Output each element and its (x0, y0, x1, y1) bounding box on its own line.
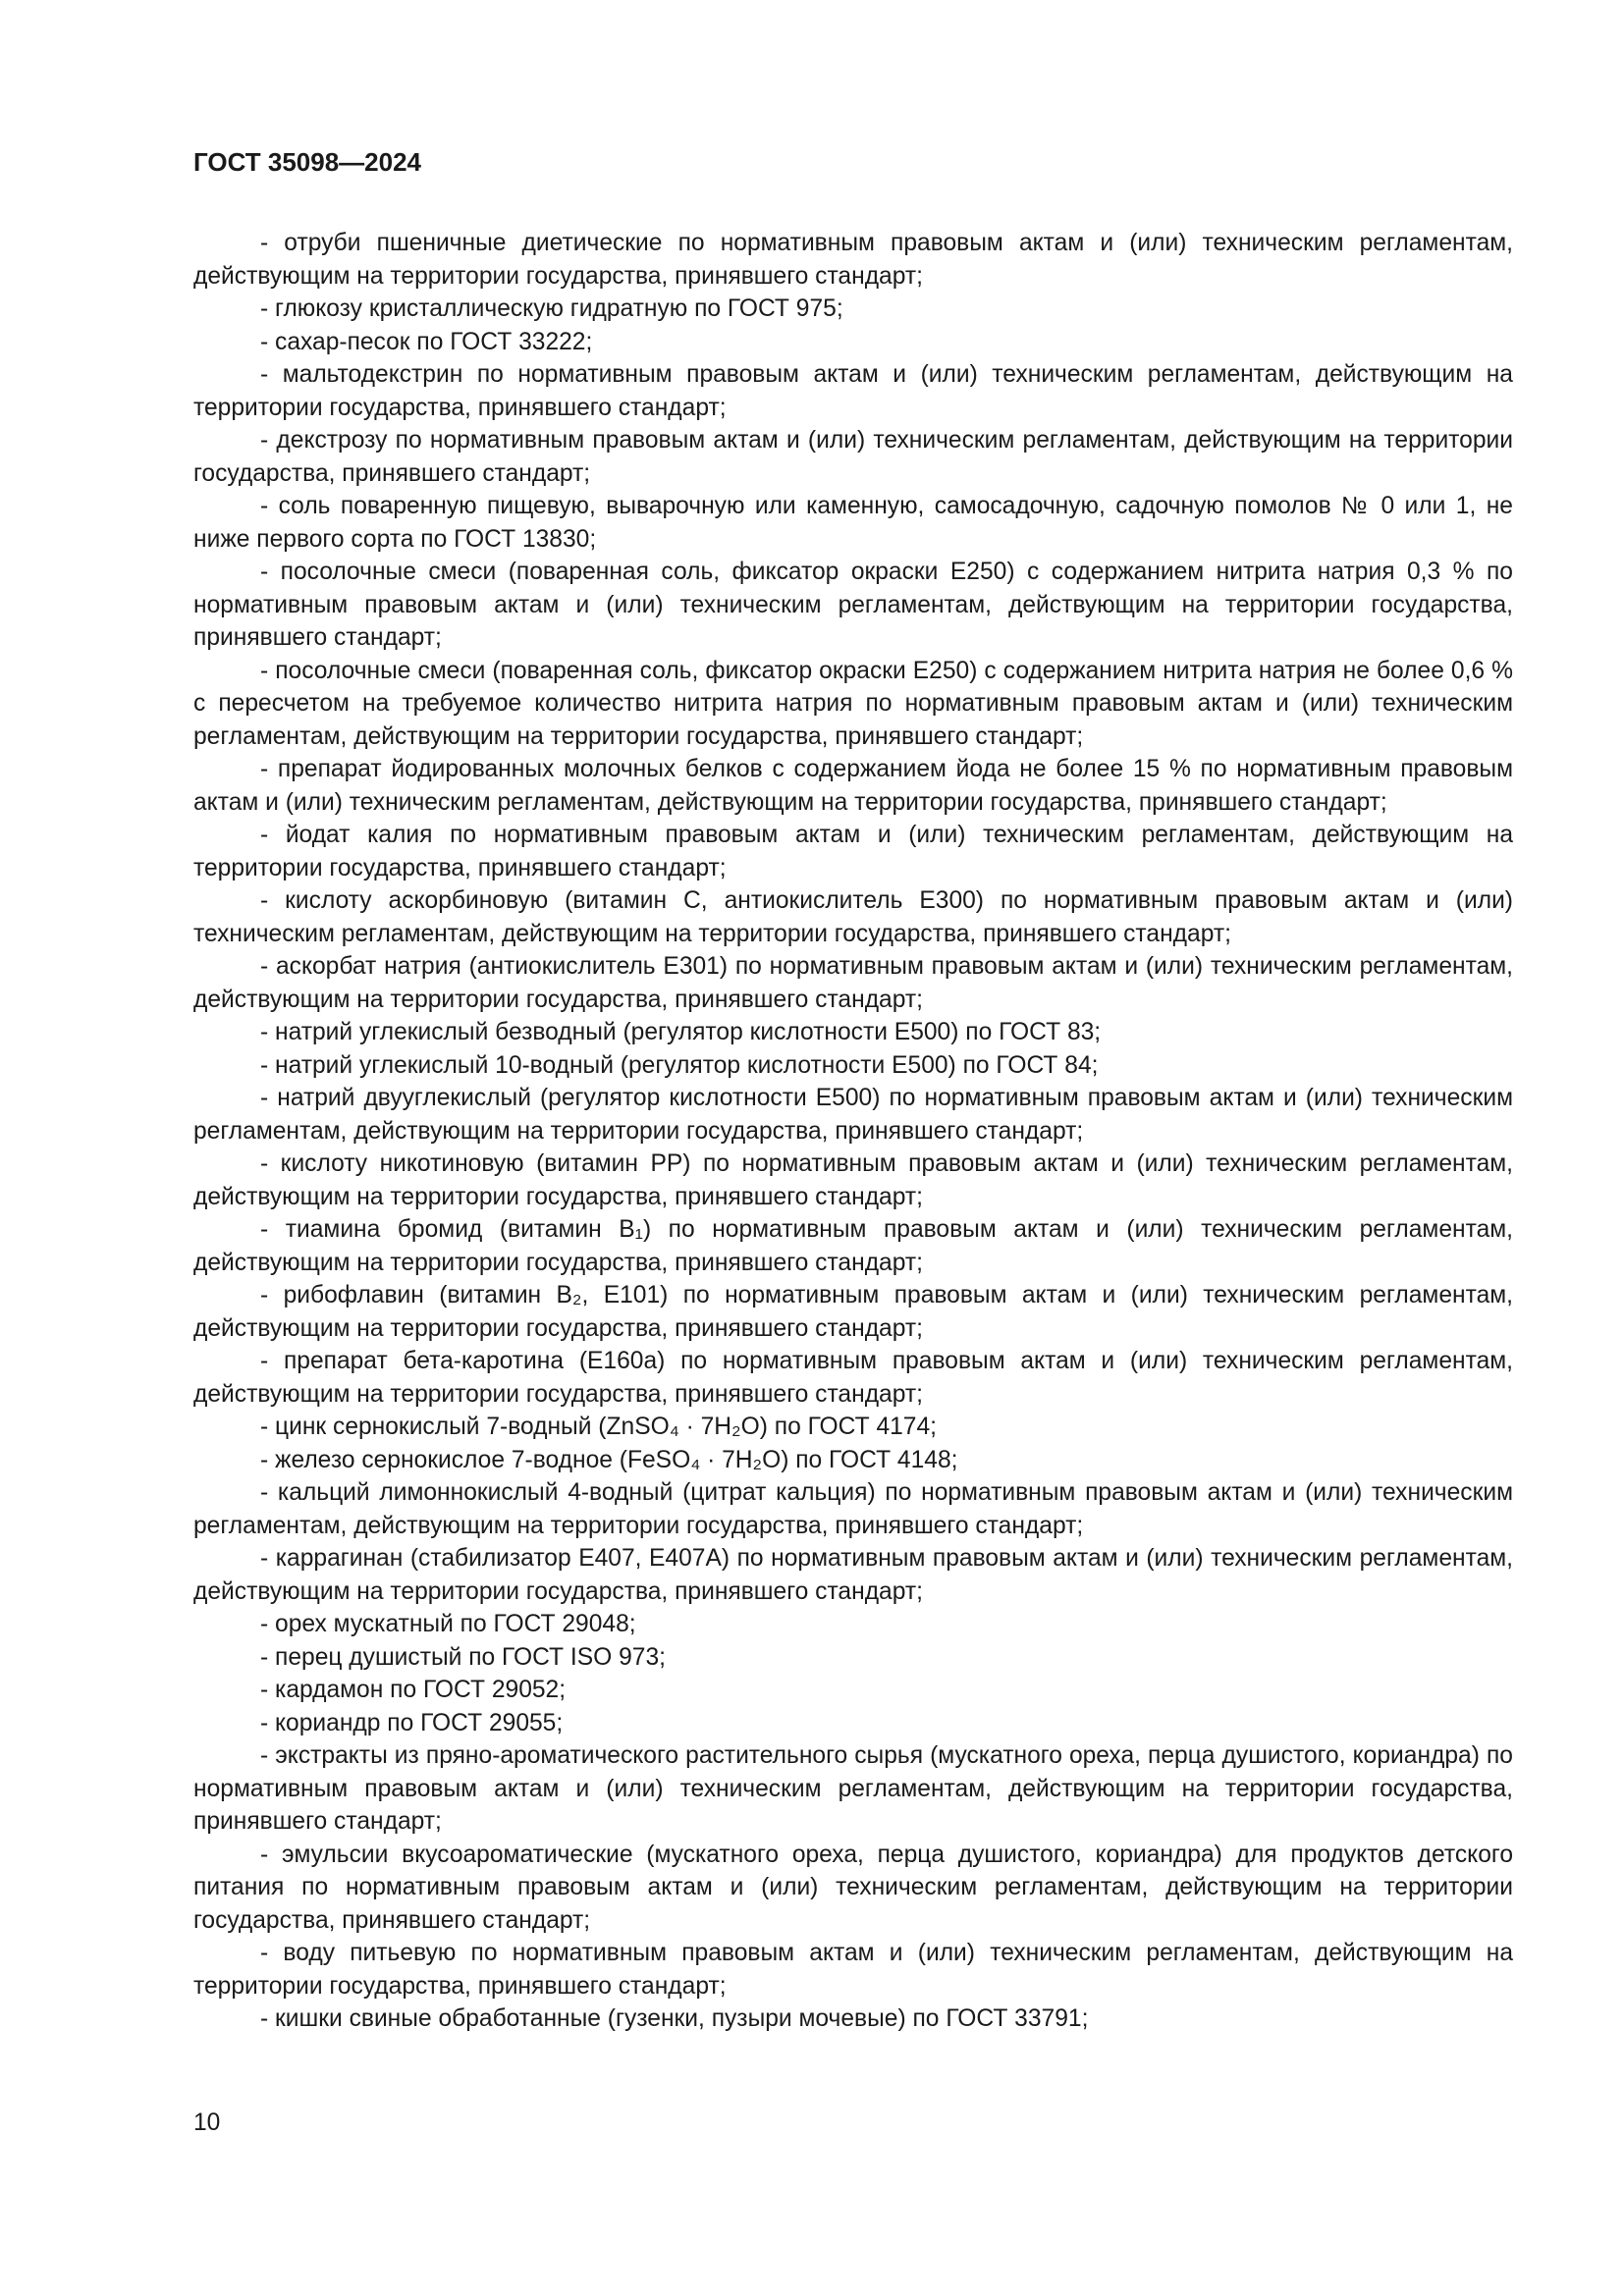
list-item: - натрий углекислый безводный (регулятор кислотности Е500) по ГОСТ 83; (260, 1019, 1102, 1045)
list-item: - кардамон по ГОСТ 29052; (260, 1677, 567, 1703)
list-item: - соль поваренную пищевую, выварочную или каменную, самосадочную, садочную помолов № 0 или 1, не ниже первого сорта по ГОСТ 13830; (193, 493, 1513, 553)
list-item: - перец душистый по ГОСТ ISO 973; (260, 1643, 666, 1671)
page-number: 10 (193, 2109, 221, 2136)
list-item: - каррагинан (стабилизатор Е407, Е407А) по нормативным правовым актам и (или) техническим регламентам, действующим на территории государства, принявшего стандарт; (193, 1545, 1513, 1605)
list-item: - воду питьевую по нормативным правовым актам и (или) техническим регламентам, действующим на территории государства, принявшего стандарт; (193, 1940, 1513, 2000)
list-item: - эмульсии вкусоароматические (мускатного ореха, перца душистого, кориандра) для продуктов детского питания по нормативным правовым актам и (или) техническим регламентам, действующим на территории государства, принявшего стандарт; (193, 1841, 1513, 1934)
list-item: - декстрозу по нормативным правовым актам и (или) техническим регламентам, действующим на территории государства, принявшего стандарт; (193, 427, 1513, 487)
list-item: - натрий углекислый 10-водный (регулятор кислотности Е500) по ГОСТ 84; (260, 1051, 1099, 1079)
list-item: - железо сернокислое 7-водное (FeSO₄ · 7H₂O) по ГОСТ 4148; (260, 1446, 958, 1473)
list-item: - кислоту аскорбиновую (витамин С, антиокислитель Е300) по нормативным правовым актам и (или) техническим регламентам, действующим на территории государства, принявшего стандарт; (193, 887, 1513, 947)
list-item: - посолочные смеси (поваренная соль, фиксатор окраски Е250) с содержанием нитрита натрия 0,3 % по нормативным правовым актам и (или) техническим регламентам, действующим на территории государства, принявшего стандарт; (193, 559, 1513, 651)
list-item: - кишки свиные обработанные (гузенки, пузыри мочевые) по ГОСТ 33791; (260, 2005, 1089, 2032)
list-item: - цинк сернокислый 7-водный (ZnSO₄ · 7H₂O) по ГОСТ 4174; (260, 1414, 937, 1440)
list-item: - кориандр по ГОСТ 29055; (260, 1709, 564, 1736)
list-item: - йодат калия по нормативным правовым актам и (или) техническим регламентам, действующим на территории государства, принявшего стандарт; (193, 822, 1513, 881)
list-item: - сахар-песок по ГОСТ 33222; (260, 328, 593, 355)
list-item: - глюкозу кристаллическую гидратную по ГОСТ 975; (260, 295, 843, 322)
list-item: - тиамина бромид (витамин В₁) по нормативным правовым актам и (или) техническим регламентам, действующим на территории государства, принявшего стандарт; (193, 1216, 1513, 1276)
list-item: - экстракты из пряно-ароматического растительного сырья (мускатного ореха, перца душистого, кориандра) по нормативным правовым актам и (или) техническим регламентам, действующим на территории государства, принявшего стандарт; (193, 1742, 1513, 1835)
list-item: - кальций лимоннокислый 4-водный (цитрат кальция) по нормативным правовым актам и (или) техническим регламентам, действующим на территории государства, принявшего стандарт; (193, 1479, 1513, 1539)
list-item: - аскорбат натрия (антиокислитель Е301) по нормативным правовым актам и (или) техническим регламентам, действующим на территории государства, принявшего стандарт; (193, 953, 1513, 1013)
list-item: - посолочные смеси (поваренная соль, фиксатор окраски Е250) с содержанием нитрита натрия не более 0,6 % с пересчетом на требуемое количество нитрита натрия по нормативным правовым актам и (или) техническим регламентам, действующим на территории государства, принявшего стандарт; (193, 657, 1513, 750)
list-item: - рибофлавин (витамин В₂, Е101) по нормативным правовым актам и (или) техническим регламентам, действующим на территории государства, принявшего стандарт; (193, 1282, 1513, 1342)
document-code-header: ГОСТ 35098—2024 (193, 147, 421, 177)
list-item: - орех мускатный по ГОСТ 29048; (260, 1611, 636, 1637)
list-item: - препарат йодированных молочных белков с содержанием йода не более 15 % по нормативным правовым актам и (или) техническим регламентам, действующим на территории государства, принявшего стандарт; (193, 756, 1513, 816)
list-item: - препарат бета-каротина (Е160а) по нормативным правовым актам и (или) техническим регламентам, действующим на территории государства, принявшего стандарт; (193, 1348, 1513, 1408)
list-item: - кислоту никотиновую (витамин РР) по нормативным правовым актам и (или) техническим регламентам, действующим на территории государства, принявшего стандарт; (193, 1150, 1513, 1210)
list-item: - отруби пшеничные диетические по нормативным правовым актам и (или) техническим регламентам, действующим на территории государства, принявшего стандарт; (193, 230, 1513, 290)
list-item: - натрий двууглекислый (регулятор кислотности Е500) по нормативным правовым актам и (или) техническим регламентам, действующим на территории государства, принявшего стандарт; (193, 1085, 1513, 1145)
ingredients-list (193, 227, 1513, 2036)
list-item: - мальтодекстрин по нормативным правовым актам и (или) техническим регламентам, действующим на территории государства, принявшего стандарт; (193, 361, 1513, 421)
